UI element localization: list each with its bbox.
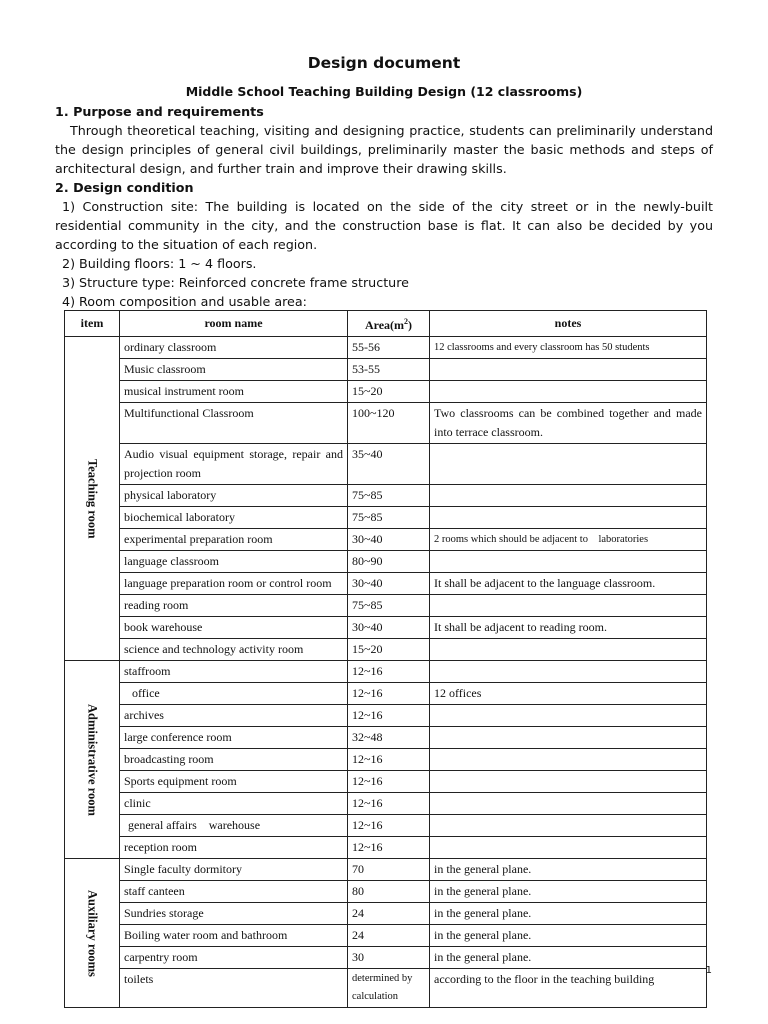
room-notes: in the general plane. <box>430 947 707 969</box>
room-notes <box>430 444 707 485</box>
table-row <box>65 381 707 403</box>
table-row <box>65 359 707 381</box>
room-notes <box>430 705 707 727</box>
room-notes: 12 classrooms and every classroom has 50 students <box>430 337 707 359</box>
table-row <box>65 595 707 617</box>
table-row <box>65 573 707 595</box>
room-notes <box>430 507 707 529</box>
table-row <box>65 749 707 771</box>
table-row <box>65 683 707 705</box>
room-composition-item: 4) Room composition and usable area: <box>62 294 307 309</box>
room-name: general affairs warehouse <box>120 815 348 837</box>
table-header-row <box>65 311 707 337</box>
room-area: determined by calculation <box>348 969 430 1008</box>
room-area: 80 <box>348 881 430 903</box>
table-row <box>65 793 707 815</box>
room-notes <box>430 381 707 403</box>
room-area: 15~20 <box>348 639 430 661</box>
room-area: 12~16 <box>348 661 430 683</box>
room-notes <box>430 771 707 793</box>
header-item: item <box>65 311 120 337</box>
table-row <box>65 551 707 573</box>
room-area: 75~85 <box>348 507 430 529</box>
room-area: 30~40 <box>348 617 430 639</box>
room-notes: according to the floor in the teaching building <box>430 969 707 1008</box>
document-title: Design document <box>307 54 461 72</box>
room-area: 12~16 <box>348 837 430 859</box>
header-notes: notes <box>430 311 707 337</box>
room-notes: It shall be adjacent to reading room. <box>430 617 707 639</box>
room-notes <box>430 815 707 837</box>
room-area: 12~16 <box>348 815 430 837</box>
room-name: book warehouse <box>120 617 348 639</box>
room-composition-table <box>64 310 707 1008</box>
room-area: 15~20 <box>348 381 430 403</box>
room-area: 24 <box>348 903 430 925</box>
room-area: 100~120 <box>348 403 430 444</box>
room-name: broadcasting room <box>120 749 348 771</box>
room-notes: in the general plane. <box>430 903 707 925</box>
room-area: 53-55 <box>348 359 430 381</box>
room-name: large conference room <box>120 727 348 749</box>
room-name: Multifunctional Classroom <box>120 403 348 444</box>
room-notes: Two classrooms can be combined together and made into terrace classroom. <box>430 403 707 444</box>
room-area: 55-56 <box>348 337 430 359</box>
table-row <box>65 859 707 881</box>
room-area: 75~85 <box>348 485 430 507</box>
room-area: 35~40 <box>348 444 430 485</box>
room-name: toilets <box>120 969 348 1008</box>
building-floors-item: 2) Building floors: 1 ~ 4 floors. <box>62 256 257 271</box>
room-notes: in the general plane. <box>430 925 707 947</box>
room-area: 80~90 <box>348 551 430 573</box>
section-2 <box>55 178 713 311</box>
room-area: 12~16 <box>348 683 430 705</box>
table-row <box>65 337 707 359</box>
table-row <box>65 925 707 947</box>
structure-type-item: 3) Structure type: Reinforced concrete frame structure <box>62 275 409 290</box>
room-name: Sundries storage <box>120 903 348 925</box>
room-notes <box>430 595 707 617</box>
table-row <box>65 771 707 793</box>
room-area: 24 <box>348 925 430 947</box>
room-area: 75~85 <box>348 595 430 617</box>
room-notes <box>430 793 707 815</box>
table-row <box>65 903 707 925</box>
room-area: 12~16 <box>348 749 430 771</box>
table-row <box>65 837 707 859</box>
room-notes <box>430 727 707 749</box>
table-row <box>65 507 707 529</box>
table-row <box>65 403 707 444</box>
room-name: reception room <box>120 837 348 859</box>
room-name: office <box>120 683 348 705</box>
room-name: experimental preparation room <box>120 529 348 551</box>
room-area: 70 <box>348 859 430 881</box>
table-row <box>65 881 707 903</box>
room-name: musical instrument room <box>120 381 348 403</box>
table-row <box>65 661 707 683</box>
section-1 <box>55 102 713 178</box>
table-row <box>65 485 707 507</box>
table-row <box>65 444 707 485</box>
room-area: 30 <box>348 947 430 969</box>
room-notes <box>430 749 707 771</box>
room-notes: in the general plane. <box>430 859 707 881</box>
section-2-heading: 2. Design condition <box>55 180 194 195</box>
room-notes: It shall be adjacent to the language classroom. <box>430 573 707 595</box>
room-name: ordinary classroom <box>120 337 348 359</box>
header-room-name: room name <box>120 311 348 337</box>
room-notes: 12 offices <box>430 683 707 705</box>
room-name: Sports equipment room <box>120 771 348 793</box>
room-name: carpentry room <box>120 947 348 969</box>
room-name: Boiling water room and bathroom <box>120 925 348 947</box>
table-row <box>65 617 707 639</box>
section-1-paragraph: Through theoretical teaching, visiting and designing practice, students can preliminarily understand the design principles of general civil buildings, preliminarily master the basic methods and steps of architectural design, and further train and improve their drawing skills. <box>55 123 713 176</box>
room-notes <box>430 359 707 381</box>
table-row <box>65 705 707 727</box>
table-row <box>65 529 707 551</box>
table-row <box>65 969 707 1008</box>
room-area: 30~40 <box>348 529 430 551</box>
room-notes <box>430 661 707 683</box>
room-name: clinic <box>120 793 348 815</box>
room-name: language classroom <box>120 551 348 573</box>
room-area: 12~16 <box>348 705 430 727</box>
room-notes <box>430 639 707 661</box>
room-name: science and technology activity room <box>120 639 348 661</box>
room-area: 32~48 <box>348 727 430 749</box>
room-area: 30~40 <box>348 573 430 595</box>
table-row <box>65 947 707 969</box>
room-name: language preparation room or control room <box>120 573 348 595</box>
category-teaching: Teaching room <box>65 337 120 661</box>
room-name: reading room <box>120 595 348 617</box>
table-row <box>65 639 707 661</box>
category-auxiliary: Auxiliary rooms <box>65 859 120 1008</box>
room-name: Single faculty dormitory <box>120 859 348 881</box>
room-name: staffroom <box>120 661 348 683</box>
category-administrative: Administrative room <box>65 661 120 859</box>
table-row <box>65 727 707 749</box>
room-name: archives <box>120 705 348 727</box>
room-name: Audio visual equipment storage, repair and projection room <box>120 444 348 485</box>
table-row <box>65 815 707 837</box>
room-notes <box>430 837 707 859</box>
room-area: 12~16 <box>348 771 430 793</box>
section-1-heading: 1. Purpose and requirements <box>55 104 264 119</box>
room-area: 12~16 <box>348 793 430 815</box>
header-area: $Area(m^2)$ <box>348 311 430 337</box>
room-notes: 2 rooms which should be adjacent to laboratories <box>430 529 707 551</box>
room-notes <box>430 485 707 507</box>
page-number: 1 <box>705 965 712 976</box>
room-name: physical laboratory <box>120 485 348 507</box>
room-notes: in the general plane. <box>430 881 707 903</box>
room-name: Music classroom <box>120 359 348 381</box>
room-name: staff canteen <box>120 881 348 903</box>
document-subtitle: Middle School Teaching Building Design (12 classrooms) <box>185 84 583 99</box>
room-notes <box>430 551 707 573</box>
construction-site-item: 1) Construction site: The building is located on the side of the city street or in the newly-built residential community in the city, and the construction base is flat. It can also be decided by you according to the situation of each region. <box>55 199 713 252</box>
room-name: biochemical laboratory <box>120 507 348 529</box>
